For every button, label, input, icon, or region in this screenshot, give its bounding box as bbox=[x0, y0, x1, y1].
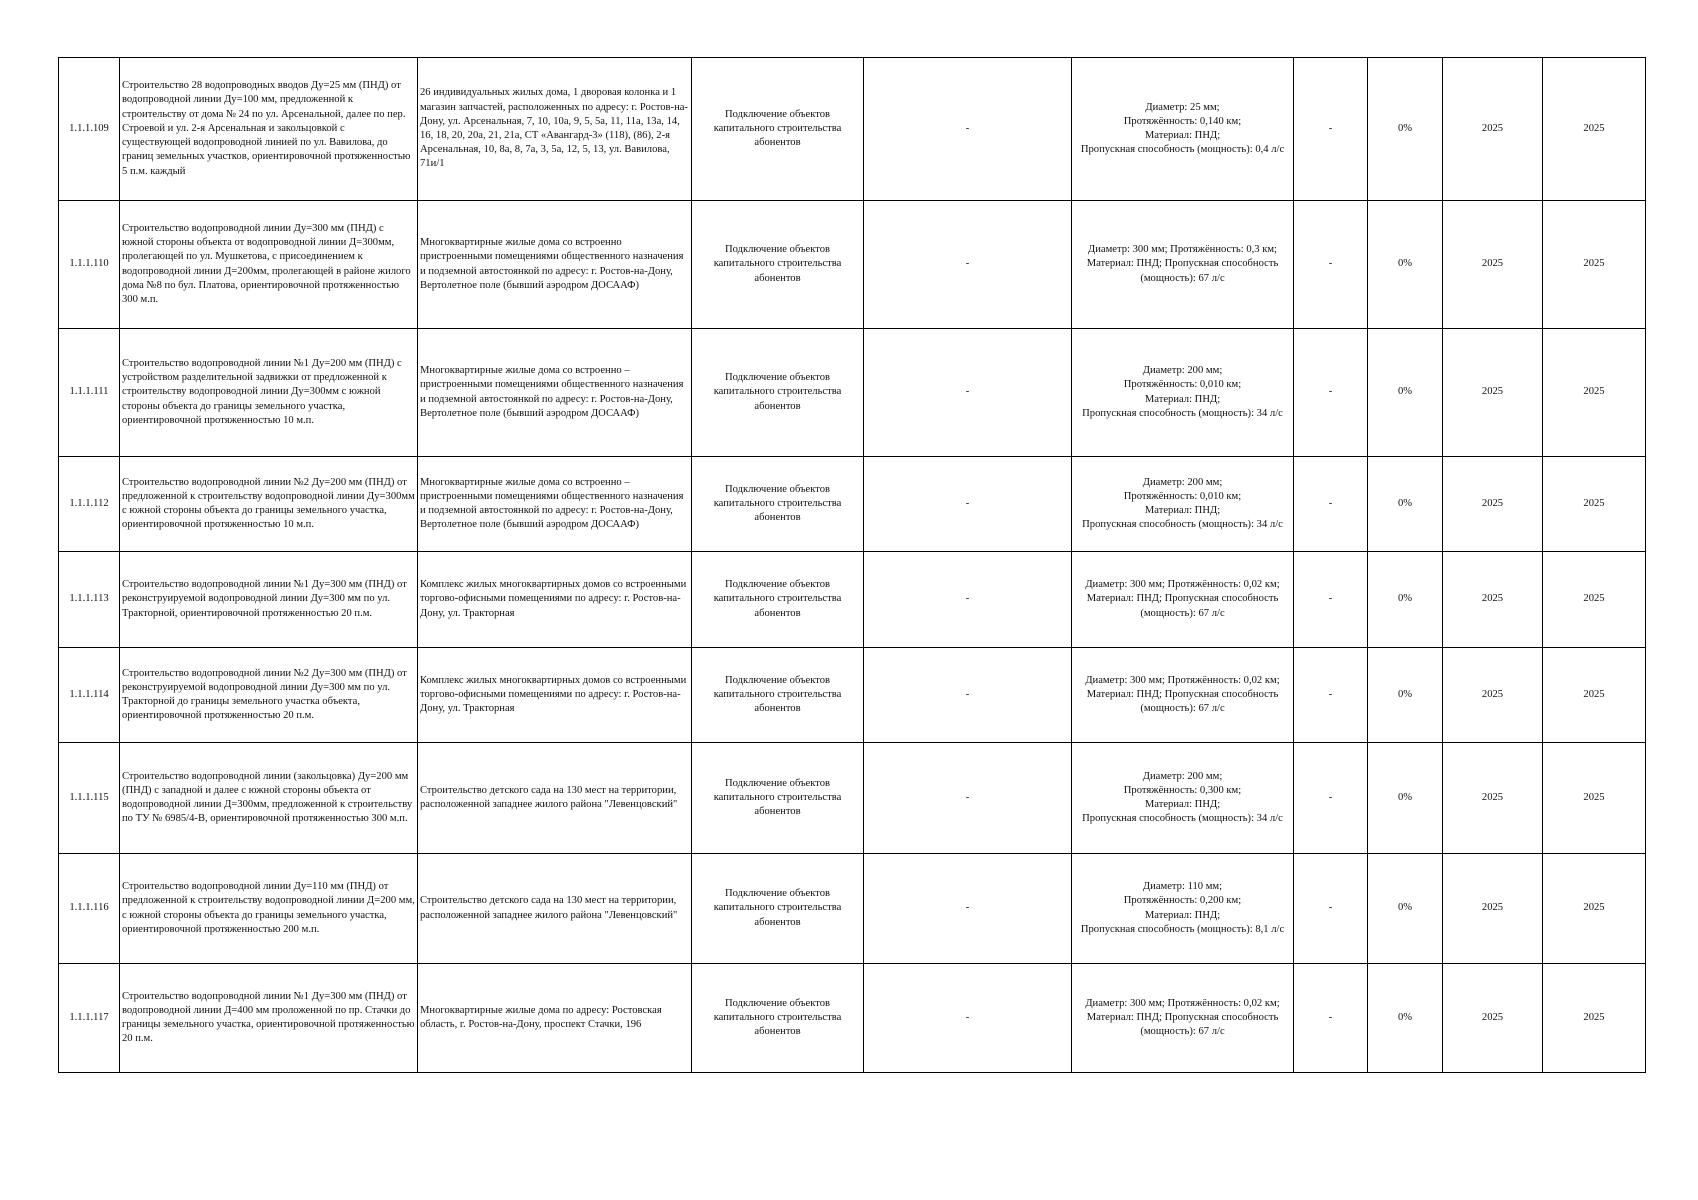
spec-line: Протяжённость: 0,010 км; bbox=[1123, 490, 1242, 502]
end-year-cell: 2025 bbox=[1543, 329, 1646, 457]
spec-line: Пропускная способность (мощность): 8,1 л/с bbox=[1080, 923, 1285, 935]
row-number-cell: 1.1.1.109 bbox=[59, 58, 120, 201]
completion-percent-cell: 0% bbox=[1368, 964, 1443, 1073]
spec-line: Материал: ПНД; Пропускная способность bbox=[1086, 258, 1279, 270]
dash-cell: - bbox=[1294, 552, 1368, 648]
spec-line: Диаметр: 300 мм; Протяжённость: 0,02 км; bbox=[1085, 674, 1280, 686]
spec-line: Материал: ПНД; Пропускная способность bbox=[1086, 1011, 1279, 1023]
start-year-cell: 2025 bbox=[1443, 201, 1543, 329]
completion-percent-cell: 0% bbox=[1368, 457, 1443, 552]
spec-line: Материал: ПНД; bbox=[1144, 799, 1221, 810]
spec-line: Пропускная способность (мощность): 34 л/с bbox=[1082, 519, 1283, 531]
purpose-cell: Подключение объектов капитального строительства абонентов bbox=[692, 964, 864, 1073]
table-row bbox=[59, 854, 1646, 964]
end-year-cell: 2025 bbox=[1543, 58, 1646, 201]
connected-objects-cell: Многоквартирные жилые дома со встроенно пристроенными помещениями общественного назначения и подземной автостоянкой по адресу: г. Ростов-на-Дону, Вертолетное поле (бывший аэродром ДОСААФ) bbox=[418, 201, 692, 329]
end-year-cell: 2025 bbox=[1543, 457, 1646, 552]
table-row bbox=[59, 329, 1646, 457]
spec-line: Диаметр: 25 мм; bbox=[1145, 101, 1220, 113]
spec-line: Диаметр: 200 мм; bbox=[1142, 476, 1223, 488]
dash-cell: - bbox=[864, 201, 1072, 329]
row-number-cell: 1.1.1.117 bbox=[59, 964, 120, 1073]
end-year-cell: 2025 bbox=[1543, 552, 1646, 648]
connected-objects-cell: Строительство детского сада на 130 мест на территории, расположенной западнее жилого района "Левенцовский" bbox=[418, 743, 692, 854]
completion-percent-cell: 0% bbox=[1368, 854, 1443, 964]
completion-percent-cell: 0% bbox=[1368, 743, 1443, 854]
spec-line: Протяжённость: 0,140 км; bbox=[1123, 115, 1242, 127]
table-row bbox=[59, 552, 1646, 648]
table-body bbox=[59, 58, 1646, 1073]
work-description-cell: Строительство водопроводной линии №2 Ду=300 мм (ПНД) от реконструируемой водопроводной линии Ду=300 мм по ул. Тракторной до границы земельного участка объекта, ориентировочной протяженностью 20 п.м. bbox=[120, 648, 418, 743]
dash-cell: - bbox=[1294, 329, 1368, 457]
dash-cell: - bbox=[1294, 854, 1368, 964]
spec-line: Пропускная способность (мощность): 34 л/с bbox=[1082, 813, 1283, 825]
spec-line: (мощность): 67 л/с bbox=[1140, 607, 1225, 619]
work-description-cell: Строительство 28 водопроводных вводов Ду=25 мм (ПНД) от водопроводной линии Ду=100 мм, предложенной к строительству от дома № 24 по ул. Арсенальной, далее по пер. Строевой и ул. 2-я Арсенальная и закольцовкой с существующей водопроводной линией по ул. Вавилова, до границ земельных участков, ориентировочной протяженностью 5 п.м. каждый bbox=[120, 58, 418, 201]
spec-line: Материал: ПНД; Пропускная способность bbox=[1086, 688, 1279, 700]
dash-cell: - bbox=[864, 648, 1072, 743]
dash-cell: - bbox=[1294, 648, 1368, 743]
table-row bbox=[59, 648, 1646, 743]
spec-line: Диаметр: 110 мм; bbox=[1142, 881, 1223, 893]
purpose-cell: Подключение объектов капитального строительства абонентов bbox=[692, 58, 864, 201]
start-year-cell: 2025 bbox=[1443, 648, 1543, 743]
dash-cell: - bbox=[1294, 743, 1368, 854]
connected-objects-cell: Многоквартирные жилые дома по адресу: Ростовская область, г. Ростов-на-Дону, проспект Стачки, 196 bbox=[418, 964, 692, 1073]
spec-line: Пропускная способность (мощность): 0,4 л/с bbox=[1080, 144, 1285, 156]
table-row bbox=[59, 457, 1646, 552]
dash-cell: - bbox=[864, 457, 1072, 552]
connected-objects-cell: Комплекс жилых многоквартирных домов со встроенными торгово-офисными помещениями по адресу: г. Ростов-на-Дону, ул. Тракторная bbox=[418, 648, 692, 743]
investment-program-table bbox=[58, 57, 1646, 1073]
spec-line: Материал: ПНД; bbox=[1144, 130, 1221, 141]
row-number-cell: 1.1.1.116 bbox=[59, 854, 120, 964]
work-description-cell: Строительство водопроводной линии №1 Ду=200 мм (ПНД) с устройством разделительной задвижки от предложенной к строительству водопроводной линии Ду=300мм с южной стороны объекта до границы земельного участка, ориентировочной протяженностью 10 м.п. bbox=[120, 329, 418, 457]
dash-cell: - bbox=[864, 329, 1072, 457]
connected-objects-cell: Строительство детского сада на 130 мест на территории, расположенной западнее жилого района "Левенцовский" bbox=[418, 854, 692, 964]
end-year-cell: 2025 bbox=[1543, 854, 1646, 964]
end-year-cell: 2025 bbox=[1543, 964, 1646, 1073]
row-number-cell: 1.1.1.114 bbox=[59, 648, 120, 743]
connected-objects-cell: 26 индивидуальных жилых дома, 1 дворовая колонка и 1 магазин запчастей, расположенных по адресу: г. Ростов-на-Дону, ул. Арсенальная, 7, 10, 10а, 9, 5, 5а, 11, 11а, 13а, 14, 16, 18, 20, 20а, 21, 21а, СТ «Авангард-3» (118), (86), 2-я Арсенальная, 10, 8а, 8, 7а, 3, 5а, 12, 5, 13, ул. Вавилова, 71и/1 bbox=[418, 58, 692, 201]
completion-percent-cell: 0% bbox=[1368, 552, 1443, 648]
spec-line: (мощность): 67 л/с bbox=[1140, 703, 1225, 715]
completion-percent-cell: 0% bbox=[1368, 648, 1443, 743]
work-description-cell: Строительство водопроводной линии (закольцовка) Ду=200 мм (ПНД) с западной и далее с южной стороны объекта от водопроводной линии Д=300мм, предложенной к строительству по ТУ № 6985/4-В, ориентировочной протяженностью 300 м.п. bbox=[120, 743, 418, 854]
dash-cell: - bbox=[1294, 201, 1368, 329]
start-year-cell: 2025 bbox=[1443, 854, 1543, 964]
dash-cell: - bbox=[864, 964, 1072, 1073]
spec-line: Диаметр: 300 мм; Протяжённость: 0,02 км; bbox=[1085, 997, 1280, 1009]
spec-line: Материал: ПНД; bbox=[1144, 909, 1221, 921]
technical-spec-cell bbox=[1072, 329, 1294, 457]
spec-line: Диаметр: 200 мм; bbox=[1142, 770, 1223, 782]
start-year-cell: 2025 bbox=[1443, 552, 1543, 648]
connected-objects-cell: Комплекс жилых многоквартирных домов со встроенными торгово-офисными помещениями по адресу: г. Ростов-на-Дону, ул. Тракторная bbox=[418, 552, 692, 648]
purpose-cell: Подключение объектов капитального строительства абонентов bbox=[692, 552, 864, 648]
purpose-cell: Подключение объектов капитального строительства абонентов bbox=[692, 743, 864, 854]
spec-line: Диаметр: 200 мм; bbox=[1142, 365, 1223, 377]
spec-line: Пропускная способность (мощность): 34 л/с bbox=[1082, 407, 1283, 419]
dash-cell: - bbox=[864, 854, 1072, 964]
technical-spec-cell bbox=[1072, 201, 1294, 329]
connected-objects-cell: Многоквартирные жилые дома со встроенно – пристроенными помещениями общественного назначения и подземной автостоянкой по адресу: г. Ростов-на-Дону, Вертолетное поле (бывший аэродром ДОСААФ) bbox=[418, 457, 692, 552]
row-number-cell: 1.1.1.111 bbox=[59, 329, 120, 457]
table-row bbox=[59, 201, 1646, 329]
spec-line: Протяжённость: 0,200 км; bbox=[1123, 895, 1242, 907]
dash-cell: - bbox=[864, 58, 1072, 201]
spec-line: (мощность): 67 л/с bbox=[1140, 1026, 1225, 1038]
purpose-cell: Подключение объектов капитального строительства абонентов bbox=[692, 648, 864, 743]
spec-line: Протяжённость: 0,010 км; bbox=[1123, 379, 1242, 391]
dash-cell: - bbox=[1294, 58, 1368, 201]
completion-percent-cell: 0% bbox=[1368, 58, 1443, 201]
row-number-cell: 1.1.1.113 bbox=[59, 552, 120, 648]
start-year-cell: 2025 bbox=[1443, 964, 1543, 1073]
connected-objects-cell: Многоквартирные жилые дома со встроенно – пристроенными помещениями общественного назначения и подземной автостоянкой по адресу: г. Ростов-на-Дону, Вертолетное поле (бывший аэродром ДОСААФ) bbox=[418, 329, 692, 457]
end-year-cell: 2025 bbox=[1543, 201, 1646, 329]
technical-spec-cell bbox=[1072, 457, 1294, 552]
technical-spec-cell bbox=[1072, 552, 1294, 648]
technical-spec-cell bbox=[1072, 964, 1294, 1073]
work-description-cell: Строительство водопроводной линии Ду=110 мм (ПНД) от предложенной к строительству водопроводной линии Д=200 мм, с южной стороны объекта до границы земельного участка, ориентировочной протяженностью 200 м.п. bbox=[120, 854, 418, 964]
purpose-cell: Подключение объектов капитального строительства абонентов bbox=[692, 329, 864, 457]
end-year-cell: 2025 bbox=[1543, 743, 1646, 854]
row-number-cell: 1.1.1.112 bbox=[59, 457, 120, 552]
work-description-cell: Строительство водопроводной линии №1 Ду=300 мм (ПНД) от реконструируемой водопроводной линии Ду=300 мм по ул. Тракторной, ориентировочной протяженностью 20 п.м. bbox=[120, 552, 418, 648]
completion-percent-cell: 0% bbox=[1368, 201, 1443, 329]
purpose-cell: Подключение объектов капитального строительства абонентов bbox=[692, 854, 864, 964]
spec-line: Протяжённость: 0,300 км; bbox=[1123, 784, 1242, 796]
start-year-cell: 2025 bbox=[1443, 58, 1543, 201]
dash-cell: - bbox=[864, 552, 1072, 648]
table-row bbox=[59, 58, 1646, 201]
purpose-cell: Подключение объектов капитального строительства абонентов bbox=[692, 201, 864, 329]
work-description-cell: Строительство водопроводной линии №1 Ду=300 мм (ПНД) от водопроводной линии Д=400 мм проложенной по пр. Стачки до границы земельного участка, ориентировочной протяженностью 20 п.м. bbox=[120, 964, 418, 1073]
start-year-cell: 2025 bbox=[1443, 457, 1543, 552]
end-year-cell: 2025 bbox=[1543, 648, 1646, 743]
dash-cell: - bbox=[1294, 457, 1368, 552]
table-row bbox=[59, 743, 1646, 854]
start-year-cell: 2025 bbox=[1443, 329, 1543, 457]
spec-line: Материал: ПНД; bbox=[1144, 505, 1221, 516]
spec-line: Диаметр: 300 мм; Протяжённость: 0,3 км; bbox=[1087, 244, 1278, 256]
technical-spec-cell bbox=[1072, 743, 1294, 854]
spec-line: (мощность): 67 л/с bbox=[1140, 272, 1225, 284]
row-number-cell: 1.1.1.115 bbox=[59, 743, 120, 854]
work-description-cell: Строительство водопроводной линии Ду=300 мм (ПНД) с южной стороны объекта от водопроводной линии Д=300мм, пролегающей по ул. Мушкетова, с присоединением к водопроводной линии Д=200мм, пролегающей в районе жилого дома №8 по бул. Платова, ориентировочной протяженностью 300 м.п. bbox=[120, 201, 418, 329]
technical-spec-cell bbox=[1072, 648, 1294, 743]
spec-line: Диаметр: 300 мм; Протяжённость: 0,02 км; bbox=[1085, 579, 1280, 591]
technical-spec-cell bbox=[1072, 58, 1294, 201]
dash-cell: - bbox=[864, 743, 1072, 854]
purpose-cell: Подключение объектов капитального строительства абонентов bbox=[692, 457, 864, 552]
completion-percent-cell: 0% bbox=[1368, 329, 1443, 457]
start-year-cell: 2025 bbox=[1443, 743, 1543, 854]
spec-line: Материал: ПНД; bbox=[1144, 393, 1221, 405]
spec-line: Материал: ПНД; Пропускная способность bbox=[1086, 593, 1279, 605]
work-description-cell: Строительство водопроводной линии №2 Ду=200 мм (ПНД) от предложенной к строительству водопроводной линии Ду=300мм с южной стороны объекта до границы земельного участка, ориентировочной протяженностью 10 м.п. bbox=[120, 457, 418, 552]
table-row bbox=[59, 964, 1646, 1073]
row-number-cell: 1.1.1.110 bbox=[59, 201, 120, 329]
dash-cell: - bbox=[1294, 964, 1368, 1073]
technical-spec-cell bbox=[1072, 854, 1294, 964]
